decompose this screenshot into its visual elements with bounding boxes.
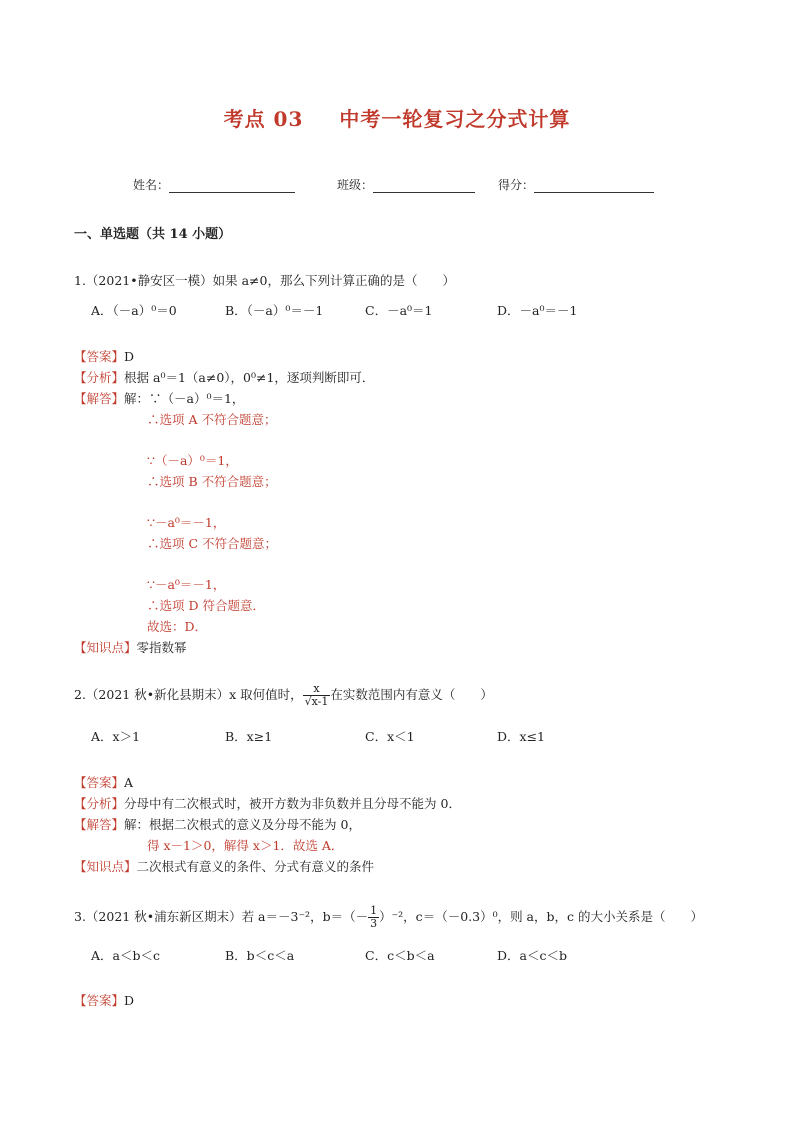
title-topic-number: 考点 03	[223, 107, 304, 131]
q3-fraction	[368, 905, 379, 930]
q3-option-b: B．b＜c＜a	[225, 948, 295, 963]
q2-knowledge-text: 二次根式有意义的条件、分式有意义的条件	[136, 859, 375, 874]
q1-solution-line: 解：∵（－a）⁰＝1，	[124, 391, 245, 406]
q1-solution	[74, 389, 244, 407]
section-title: 一、单选题（共 14 小题）	[74, 227, 232, 242]
q1-knowledge-text: 零指数幂	[136, 640, 187, 655]
q3-fraction-denominator: 3	[370, 917, 378, 930]
q2-option-a: A．x＞1	[91, 729, 141, 744]
q1-solution-tag: 【解答】	[74, 391, 125, 406]
page-title	[0, 103, 794, 132]
q2-solution-line: 解：根据二次根式的意义及分母不能为 0，	[124, 817, 361, 832]
class-blank-line[interactable]	[373, 180, 475, 193]
q1-solution-line: ∴选项 C 不符合题意；	[147, 536, 278, 551]
question-1-stem: 1.（2021•静安区一模）如果 a≠0，那么下列计算正确的是（ ）	[74, 273, 455, 288]
q2-solution	[74, 815, 361, 833]
question-3-stem	[74, 905, 703, 930]
name-field[interactable]	[133, 176, 295, 193]
q2-option-c: C．x＜1	[365, 729, 415, 744]
q2-knowledge	[74, 857, 374, 875]
q2-option-b: B．x≥1	[225, 729, 273, 744]
q2-stem-post: 在实数范围内有意义（ ）	[330, 687, 493, 702]
q3-fraction-numerator: 1	[370, 904, 378, 917]
q1-solution-line: ∵（－a）⁰＝1，	[147, 453, 238, 468]
q2-knowledge-tag: 【知识点】	[74, 859, 137, 874]
q2-fraction	[303, 683, 331, 708]
q3-option-a: A．a＜b＜c	[91, 948, 160, 963]
q1-option-d: D．－a⁰＝－1	[497, 303, 578, 318]
q3-option-c: C．c＜b＜a	[365, 948, 435, 963]
q2-answer-value: A	[124, 775, 134, 790]
title-topic-name: 中考一轮复习之分式计算	[339, 107, 571, 131]
q2-analysis-text: 分母中有二次根式时，被开方数为非负数并且分母不能为 0．	[124, 796, 461, 811]
q1-option-a: A．（－a）⁰＝0	[91, 303, 177, 318]
score-label: 得分：	[498, 178, 535, 192]
q1-solution-line: ∴选项 D 符合题意．	[147, 598, 265, 613]
q1-answer-value: D	[124, 349, 135, 364]
q1-solution-line: ∵－a⁰＝－1，	[147, 515, 226, 530]
q1-answer	[74, 347, 134, 365]
q3-option-d: D．a＜c＜b	[497, 948, 567, 963]
q2-analysis	[74, 794, 461, 812]
q1-solution-line: ∵－a⁰＝－1，	[147, 577, 226, 592]
q2-solution-tag: 【解答】	[74, 817, 125, 832]
q2-answer-tag: 【答案】	[74, 775, 125, 790]
score-field[interactable]	[498, 176, 654, 193]
q1-solution-line: ∴选项 B 不符合题意；	[147, 474, 277, 489]
q3-stem-pre: 3.（2021 秋•浦东新区期末）若 a＝－3⁻²，b＝（－	[74, 909, 369, 924]
q2-answer	[74, 773, 133, 791]
class-field[interactable]	[337, 176, 475, 193]
q2-stem-pre: 2.（2021 秋•新化县期末）x 取何值时，	[74, 687, 303, 702]
name-label: 姓名：	[133, 178, 170, 192]
q1-option-c: C．－a⁰＝1	[365, 303, 433, 318]
q1-analysis	[74, 368, 374, 386]
q3-stem-post: ）⁻²，c＝（－0.3）⁰，则 a，b，c 的大小关系是（ ）	[379, 909, 703, 924]
q3-answer	[74, 991, 134, 1009]
score-blank-line[interactable]	[534, 180, 654, 193]
q2-analysis-tag: 【分析】	[74, 796, 125, 811]
q2-solution-line: 得 x－1＞0，解得 x＞1．故选 A．	[147, 838, 344, 853]
name-blank-line[interactable]	[169, 180, 295, 193]
q1-analysis-text: 根据 a⁰＝1（a≠0），0⁰≠1，逐项判断即可．	[124, 370, 375, 385]
q2-option-d: D．x≤1	[497, 729, 545, 744]
q2-fraction-denominator: √x-1	[304, 695, 329, 708]
q1-knowledge	[74, 638, 187, 656]
q1-knowledge-tag: 【知识点】	[74, 640, 137, 655]
q3-answer-value: D	[124, 993, 135, 1008]
q1-solution-line: 故选：D．	[147, 619, 208, 634]
q1-option-b: B．（－a）⁰＝－1	[225, 303, 324, 318]
q2-fraction-numerator: x	[303, 683, 331, 696]
q1-answer-tag: 【答案】	[74, 349, 125, 364]
q1-solution-line: ∴选项 A 不符合题意；	[147, 412, 277, 427]
question-2-stem	[74, 683, 493, 708]
q3-answer-tag: 【答案】	[74, 993, 125, 1008]
q1-analysis-tag: 【分析】	[74, 370, 125, 385]
class-label: 班级：	[337, 178, 374, 192]
